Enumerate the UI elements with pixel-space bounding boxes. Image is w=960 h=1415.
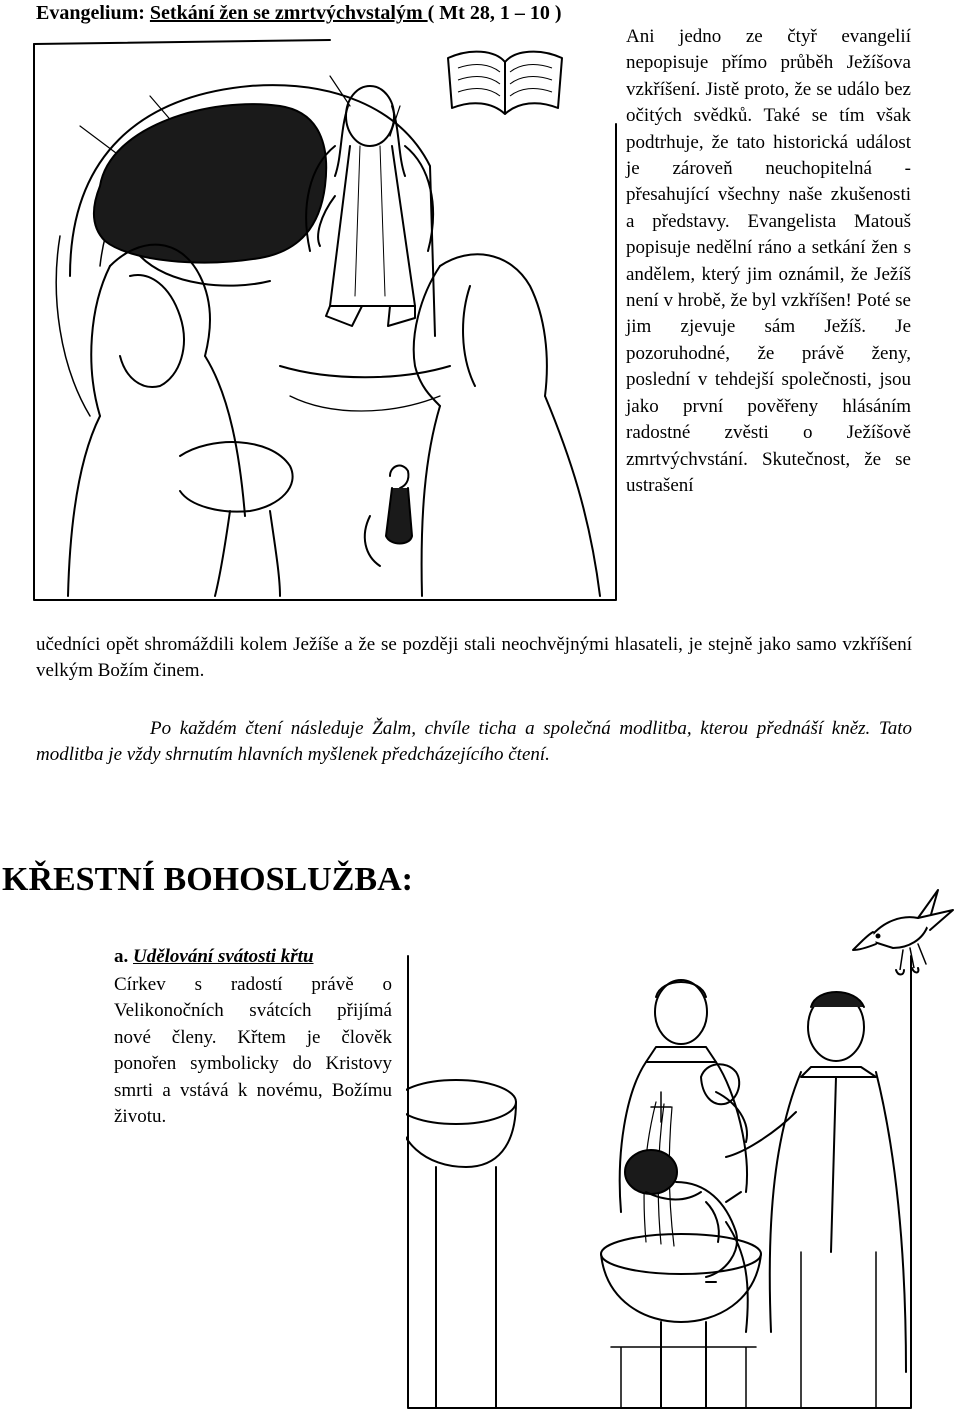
gospel-commentary-continuation-text: učedníci opět shromáždili kolem Ježíše a že se později stali neochvějnými hlasateli, je stejně jako samo vzkříšení velkým Božím činem. xyxy=(36,634,912,682)
gospel-commentary-continuation xyxy=(36,632,912,685)
gospel-heading-prefix: Evangelium: xyxy=(36,2,150,24)
baptism-text-block xyxy=(114,972,392,1130)
baptism-subheading-letter: a. xyxy=(114,946,133,967)
gospel-heading-reference: ( Mt 28, 1 – 10 ) xyxy=(427,2,562,24)
gospel-commentary-column xyxy=(626,24,911,499)
reading-note xyxy=(36,716,912,769)
reading-note-text: Po každém čtení následuje Žalm, chvíle ticha a společná modlitba, kterou přednáší kněz. Tato modlitba je vždy shrnutím hlavních myšlenek předcházejícího čtení. xyxy=(36,718,912,766)
baptism-text: Církev s radostí právě o Velikonočních svátcích přijímá nové členy. Křtem je člověk ponořen symbolicky do Kristovy smrti a vstává k novému, Božímu životu. xyxy=(114,974,392,1128)
gospel-heading xyxy=(36,0,562,26)
open-book-icon xyxy=(440,38,570,128)
baptism-subheading-title: Udělování svátosti křtu xyxy=(133,946,314,967)
gospel-commentary-text: Ani jedno ze čtyř evangelií nepopisuje přímo průběh Ježíšova vzkříšení. Jistě proto, že se událo bez očitých svědků. Také se tím však podtrhuje, že tato historická událost je zároveň neuchopitelná - přesahující všechny naše zkušenosti a představy. Evangelista Matouš popisuje nedělní ráno a setkání žen s andělem, který jim oznámil, že Ježíš není v hrobě, že byl vzkříšen! Poté se jim zjevuje sám Ježíš. Je pozoruhodné, že právě ženy, poslední v tehdejší společnosti, jsou jako první pověřeny hlásáním radostné zvěsti o Ježíšově zmrtvýchvstání. Skutečnost, že se ustrašení xyxy=(626,26,911,496)
gospel-heading-title: Setkání žen se zmrtvýchvstalým xyxy=(149,2,428,24)
baptism-illustration xyxy=(406,952,913,1410)
baptism-subheading xyxy=(114,944,314,970)
section-title: KŘESTNÍ BOHOSLUŽBA: xyxy=(2,861,413,898)
